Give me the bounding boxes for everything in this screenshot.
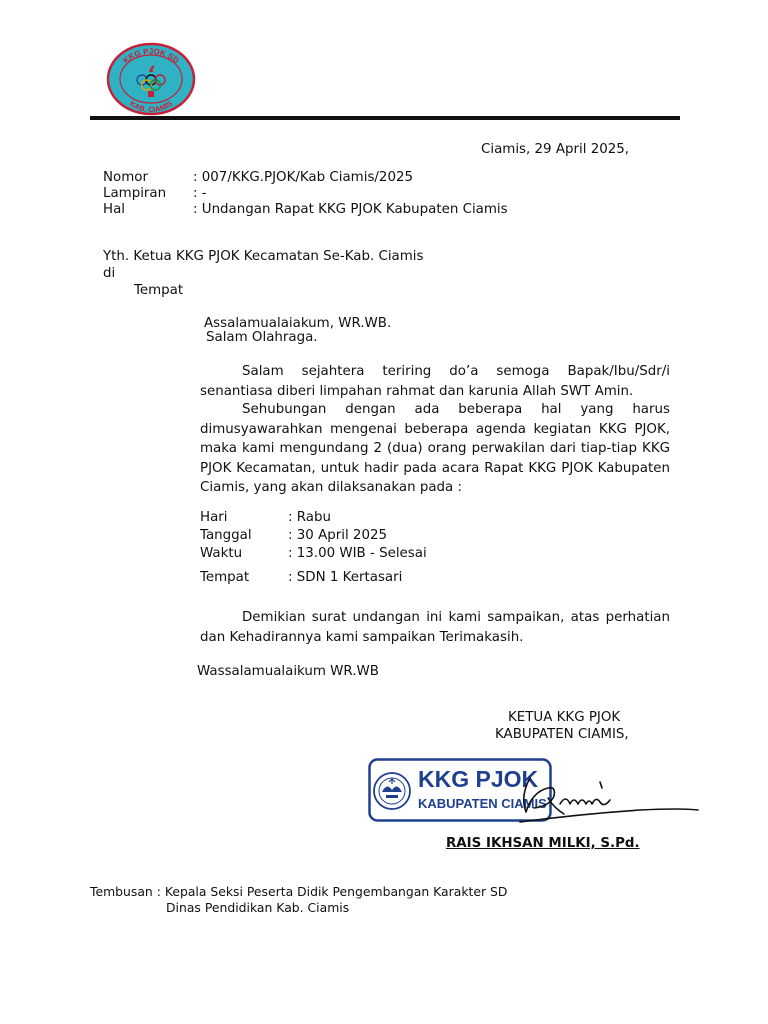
stamp-title: KKG PJOK	[418, 766, 539, 792]
meta-label-lampiran: Lampiran	[103, 186, 167, 201]
cc-label: Tembusan :	[90, 884, 165, 899]
kkg-pjok-logo	[106, 42, 196, 116]
header-rule	[90, 116, 680, 120]
greeting-islamic: Assalamualaiakum, WR.WB.	[204, 316, 392, 331]
event-label-place: Tempat	[200, 570, 250, 585]
paragraph-opening	[200, 362, 670, 401]
cc-line2: Dinas Pendidikan Kab. Ciamis	[166, 900, 350, 915]
meta-value-nomor: : 007/KKG.PJOK/Kab Ciamis/2025	[193, 170, 414, 185]
place-date: Ciamis, 29 April 2025,	[481, 142, 630, 157]
meta-value-lampiran: : -	[193, 186, 207, 201]
signatory-title2: KABUPATEN CIAMIS,	[495, 727, 629, 742]
signatory-title1: KETUA KKG PJOK	[508, 710, 621, 725]
svg-text:KKG PJOK SD: KKG PJOK SD	[121, 47, 181, 66]
cc-line1: Kepala Seksi Peserta Didik Pengembangan Karakter SD	[164, 884, 508, 899]
paragraph-closing	[200, 608, 670, 647]
paragraph-invitation	[200, 400, 670, 498]
meta-label-nomor: Nomor	[103, 170, 148, 185]
event-value-place: : SDN 1 Kertasari	[288, 570, 403, 585]
event-value-day: : Rabu	[288, 510, 331, 525]
salutation: Wassalamualaikum WR.WB	[197, 664, 379, 679]
tut-wuri-emblem-icon	[374, 773, 410, 809]
paragraph-opening-text: Salam sejahtera teriring do’a semoga Bapak/Ibu/Sdr/i senantiasa diberi limpahan rahmat dan karunia Allah SWT Amin.	[200, 364, 670, 399]
meta-label-hal: Hal	[103, 202, 125, 217]
stamp-subtitle: KABUPATEN CIAMIS	[418, 796, 547, 811]
paragraph-closing-text: Demikian surat undangan ini kami sampaikan, atas perhatian dan Kehadirannya kami sampaikan Terimakasih.	[200, 610, 670, 645]
paragraph-invitation-text: Sehubungan dengan ada beberapa hal yang harus dimusyawarahkan mengenai beberapa agenda kegiatan KKG PJOK, maka kami mengundang 2 (dua) orang perwakilan dari tiap-tiap KKG PJOK Kecamatan, untuk hadir pada acara Rapat KKG PJOK Kabupaten Ciamis, yang akan dilaksanakan pada :	[200, 402, 670, 496]
recipient-line1: Yth. Ketua KKG PJOK Kecamatan Se-Kab. Ciamis	[103, 249, 424, 264]
event-label-time: Waktu	[200, 546, 243, 561]
meta-value-hal: : Undangan Rapat KKG PJOK Kabupaten Ciamis	[193, 202, 508, 217]
handwritten-signature	[500, 770, 700, 830]
event-value-date: : 30 April 2025	[288, 528, 388, 543]
recipient-line3: Tempat	[134, 283, 184, 298]
svg-text:KAB. CIAMIS: KAB. CIAMIS	[128, 98, 174, 115]
event-label-date: Tanggal	[200, 528, 252, 543]
recipient-line2: di	[103, 266, 116, 281]
greeting-sport: Salam Olahraga.	[206, 330, 318, 345]
event-value-time: : 13.00 WIB - Selesai	[288, 546, 427, 561]
signatory-name: RAIS IKHSAN MILKI, S.Pd.	[446, 836, 640, 851]
event-label-day: Hari	[200, 510, 228, 525]
